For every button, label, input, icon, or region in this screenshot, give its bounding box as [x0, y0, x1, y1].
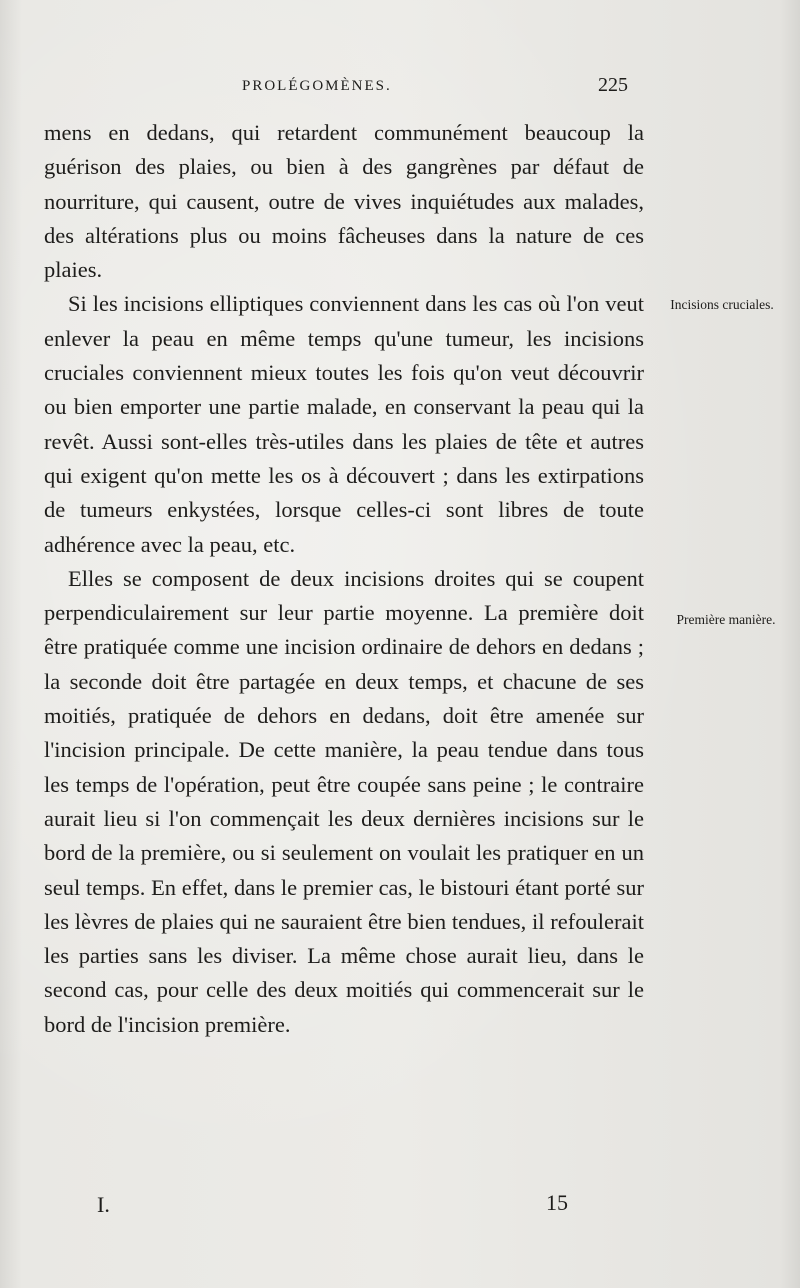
paragraph-continuation: mens en dedans, qui retardent communément beaucoup la guérison des plaies, ou bien à des gangrènes par défaut de nourriture, qui causent, outre de vives inquiétudes aux malades, des altérations plus ou moins fâcheuses dans la nature de ces plaies.: [44, 120, 644, 283]
body-text: [44, 116, 644, 1042]
signature-number: 15: [546, 1190, 568, 1215]
running-head: PROLÉGOMÈNES.: [242, 78, 392, 94]
paragraph-incisions-cruciales: Si les incisions elliptiques conviennent dans les cas où l'on veut enlever la peau en même temps qu'une tumeur, les incisions cruciales conviennent mieux toutes les fois qu'on veut découvrir ou bien emporter une partie malade, en conservant la peau qui la revêt. Aussi sont-elles très-utiles dans les plaies de tête et autres qui exigent qu'on mette les os à découvert ; dans les extirpations de tumeurs enkystées, lorsque celles-ci sont libres de toute adhérence avec la peau, etc.: [44, 291, 644, 557]
page-number: 225: [598, 74, 628, 96]
paragraph-premiere-maniere: Elles se composent de deux incisions droites qui se coupent perpendiculairement sur leur partie moyenne. La première doit être pratiquée comme une incision ordinaire de dehors en dedans ; la seconde doit être partagée en deux temps, et chacune de ses moitiés, pratiquée de dehors en dedans, doit être amenée sur l'incision principale. De cette manière, la peau tendue dans tous les temps de l'opération, peut être coupée sans peine ; le contraire aurait lieu si l'on commençait les deux dernières incisions sur le bord de la première, ou si seulement on voulait les pratiquer en un seul temps. En effet, dans le premier cas, le bistouri étant porté sur les lèvres de plaies qui ne sauraient être bien tendues, il refoulerait les parties sans les diviser. La même chose aurait lieu, dans le second cas, pour celle des deux moitiés qui commencerait sur le bord de l'incision première.: [44, 565, 644, 1037]
signature-volume: I.: [97, 1192, 110, 1217]
margin-note-incisions-cruciales: Incisions cruciales.: [670, 297, 774, 312]
margin-note-premiere-maniere: Première manière.: [676, 612, 776, 627]
